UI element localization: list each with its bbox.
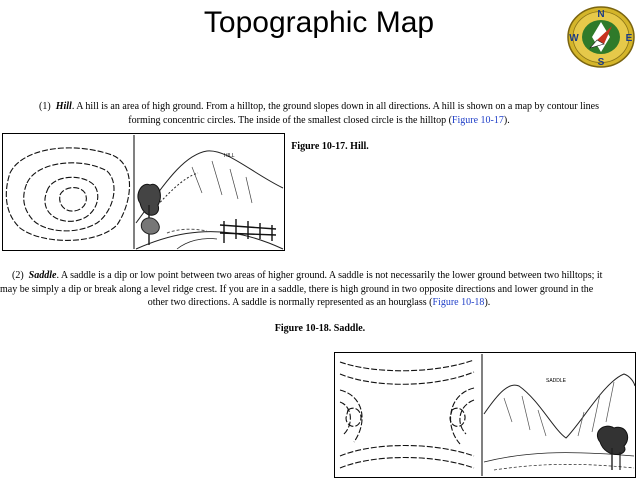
saddle-paragraph — [0, 269, 638, 310]
hill-sketch-label: HILL — [224, 153, 235, 159]
hill-line-2 — [0, 114, 638, 128]
hill-figure-link[interactable]: Figure 10-17 — [451, 114, 504, 126]
badge-west: W — [569, 33, 579, 44]
saddle-sketch-label: SADDLE — [546, 378, 567, 384]
badge-east: E — [625, 33, 633, 44]
hill-line-1 — [0, 100, 638, 114]
compass-badge — [566, 6, 636, 68]
saddle-figure-link[interactable]: Figure 10-18 — [432, 297, 485, 308]
hill-figure — [2, 133, 285, 251]
saddle-term: Saddle — [28, 270, 57, 281]
saddle-number: (2) — [12, 270, 24, 281]
hill-text-2-end: ). — [503, 114, 510, 126]
hill-text-1: . A hill is an area of high ground. From a hilltop, the ground slopes down in all directions. A hill is shown on a map by contour lines — [71, 101, 599, 112]
badge-north: N — [597, 9, 605, 20]
saddle-text-3-end: ). — [484, 297, 491, 308]
saddle-line-1 — [0, 269, 638, 283]
saddle-line-2 — [0, 283, 638, 297]
saddle-figure — [334, 352, 636, 478]
hill-term: Hill — [55, 101, 72, 112]
saddle-text-1: . A saddle is a dip or low point between two areas of higher ground. A saddle is not necessarily the lower ground between two hilltops; it — [56, 270, 603, 281]
badge-south: S — [597, 57, 605, 68]
saddle-caption: Figure 10-18. Saddle. — [274, 323, 366, 334]
saddle-text-2: may be simply a dip or break along a level ridge crest. If you are in a saddle, there is high ground in two opposite directions and lower ground in the — [0, 283, 594, 295]
hill-paragraph — [0, 100, 638, 127]
saddle-text-3: other two directions. A saddle is normally represented as an hourglass ( — [147, 297, 433, 308]
hill-text-2: forming concentric circles. The inside of the smallest closed circle is the hilltop ( — [128, 114, 452, 126]
hill-caption: Figure 10-17. Hill. — [291, 141, 369, 152]
hill-number: (1) — [39, 101, 51, 112]
page-title: Topographic Map — [203, 6, 435, 39]
saddle-line-3 — [0, 296, 638, 310]
compass-icon — [566, 6, 636, 68]
